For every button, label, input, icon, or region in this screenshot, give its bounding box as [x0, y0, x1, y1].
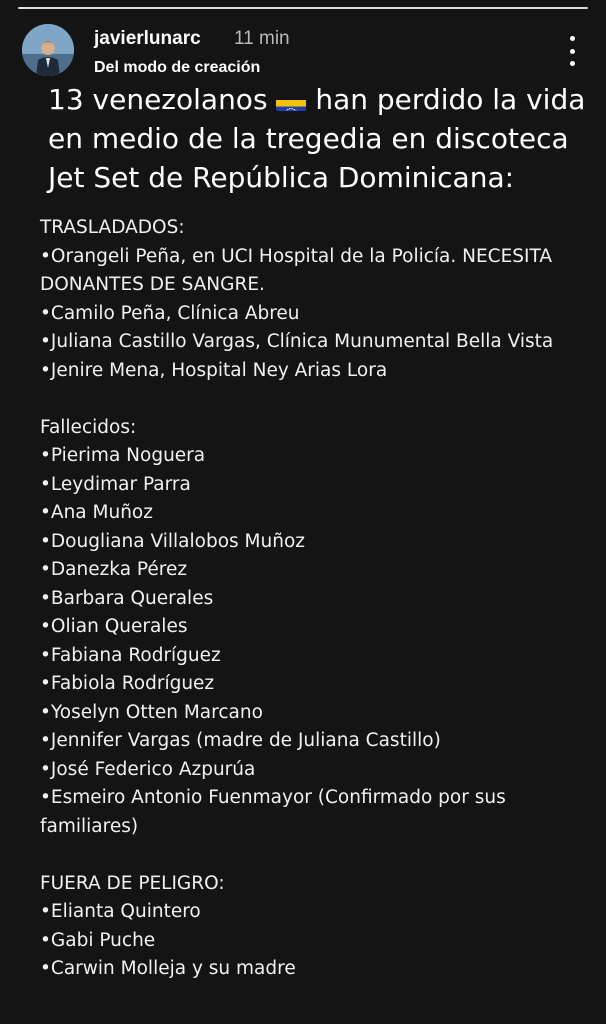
menu-dot	[570, 61, 575, 66]
menu-dot	[570, 49, 575, 54]
list-item: •Yoselyn Otten Marcano	[40, 701, 263, 723]
story-body	[40, 214, 580, 984]
list-item: •Fabiola Rodríguez	[40, 673, 215, 694]
list-item: •Danezka Pérez	[40, 559, 188, 580]
list-item: •Camilo Peña, Clínica Abreu	[40, 302, 300, 324]
story-headline	[48, 80, 588, 197]
avatar[interactable]	[22, 24, 74, 76]
list-item: •Jennifer Vargas (madre de Juliana Castillo)	[40, 730, 441, 751]
list-item: •Ana Muñoz	[40, 502, 153, 523]
section-trasladados	[40, 214, 580, 385]
section-fallecidos	[40, 414, 580, 842]
headline-text-start: 13 venezolanos	[48, 83, 268, 116]
list-item: •Pierima Noguera	[40, 445, 206, 466]
list-item: •Olian Querales	[40, 616, 188, 637]
story-progress-bar	[18, 7, 588, 9]
section-title: Fallecidos:	[40, 416, 137, 438]
post-time: 11 min	[234, 28, 290, 49]
list-item: •Leydimar Parra	[40, 473, 191, 495]
list-item: •José Federico Azpurúa	[40, 758, 256, 780]
story-progress-segment	[18, 7, 588, 9]
list-item: •Jenire Mena, Hospital Ney Arias Lora	[40, 359, 388, 381]
section-title: FUERA DE PELIGRO:	[40, 872, 225, 894]
list-item: •Juliana Castillo Vargas, Clínica Munumental Bella Vista	[40, 331, 554, 352]
menu-dot	[570, 36, 575, 41]
avatar-photo	[22, 24, 74, 76]
section-title: TRASLADADOS:	[40, 217, 185, 238]
list-item: •Esmeiro Antonio Fuenmayor (Confirmado por sus familiares)	[40, 787, 506, 837]
list-item: •Elianta Quintero	[40, 901, 201, 922]
list-item: •Orangeli Peña, en UCI Hospital de la Policía. NECESITA DONANTES DE SANGRE.	[40, 245, 552, 295]
section-fuera-de-peligro	[40, 870, 580, 984]
story-header	[22, 24, 584, 80]
headline-text-end: han perdido la vida en medio de la tregedia en discoteca Jet Set de República Dominicana:	[48, 83, 586, 194]
more-vertical-icon[interactable]	[566, 36, 578, 66]
list-item: •Carwin Molleja y su madre	[40, 958, 296, 979]
list-item: •Barbara Querales	[40, 587, 214, 609]
venezuela-flag-icon	[276, 91, 306, 111]
list-item: •Dougliana Villalobos Muñoz	[40, 530, 305, 552]
username[interactable]: javierlunarc	[94, 28, 201, 49]
list-item: •Gabi Puche	[40, 929, 156, 951]
list-item: •Fabiana Rodríguez	[40, 644, 221, 666]
creation-mode-label: Del modo de creación	[94, 59, 261, 76]
